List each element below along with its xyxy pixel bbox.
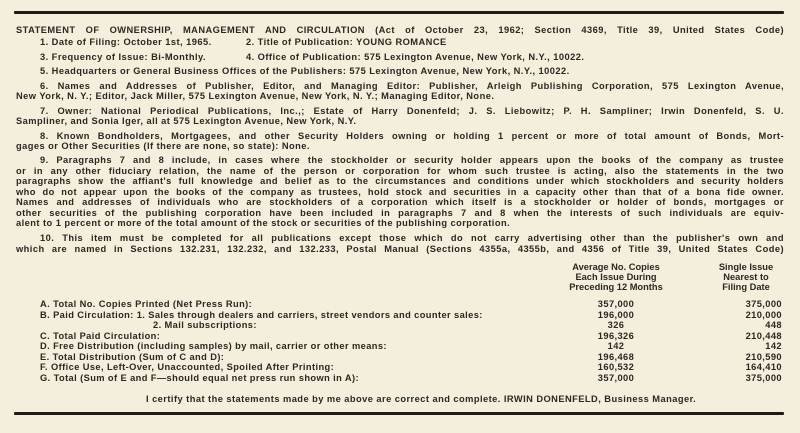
table-cell-average: 357,000 — [597, 372, 635, 383]
table-row-label: B. Paid Circulation: 1. Sales through dealers and carriers, street vendors and counter sales: — [40, 309, 483, 320]
table-cell-single-issue: 375,000 — [745, 299, 782, 309]
item-9-line: paragraphs show the affiant's full knowledge and belief as to the circumstances and conditions under which stockholders and security holders — [16, 176, 784, 186]
item-8-line: gages or Other Securities (If there are none, so state): None. — [16, 141, 310, 151]
header-line: Nearest to — [723, 272, 769, 282]
top-rule — [14, 11, 784, 14]
table-row-label: G. Total (Sum of E and F—should equal net press run shown in A): — [40, 372, 359, 383]
table-cell-single-issue: 375,000 — [745, 372, 782, 383]
table-cell-single-issue: 164,410 — [745, 362, 782, 372]
item-2: 2. Title of Publication: YOUNG ROMANCE — [246, 37, 447, 47]
item-9-line: alent to 1 percent or more of the total amount of the stock or securities of the publishing corporation. — [16, 218, 511, 228]
table-cell-average: 196,000 — [597, 309, 635, 320]
table-cell-average: 196,326 — [597, 330, 635, 341]
header-line: Preceding 12 Months — [569, 282, 663, 292]
table-row-label: E. Total Distribution (Sum of C and D): — [40, 351, 225, 362]
table-cell-average: 142 — [607, 341, 625, 351]
table-cell-average: 160,532 — [597, 362, 635, 372]
item-9-line: other securities of the publishing corporation have been included in paragraphs 7 and 8 when the interests of such individuals are equiv- — [16, 207, 784, 218]
item-8-line: 8. Known Bondholders, Mortgagees, and other Security Holders owning or holding 1 percent or more of total amount of Bonds, Mort- — [40, 131, 784, 141]
item-5: 5. Headquarters or General Business Offices of the Publishers: 575 Lexington Avenue, New York, N.Y., 10022. — [40, 66, 570, 76]
item-9-line: or in any other fiduciary relation, the name of the person or corporation for whom such trustee is acting, also the statements in the two — [16, 165, 784, 176]
item-9-line: who do not appear upon the books of the company as trustees, hold stock and securities in a capacity other than that of a bona fide owner. — [16, 186, 784, 197]
table-cell-single-issue: 448 — [765, 320, 782, 330]
table-cell-single-issue: 210,590 — [745, 351, 782, 362]
header-line: Filing Date — [722, 282, 770, 292]
item-9-line: Names and addresses of individuals who are stockholders of a corporation which itself is a stockholder or holder of bonds, mortgages or — [16, 197, 784, 207]
table-cell-single-issue: 210,000 — [745, 309, 782, 320]
table-row-label: D. Free Distribution (including samples) by mail, carrier or other means: — [40, 341, 387, 351]
item-9-line: 9. Paragraphs 7 and 8 include, in cases where the stockholder or security holder appears upon the books of the company as trustee — [40, 155, 784, 165]
bottom-rule — [14, 412, 784, 415]
table-row-label: C. Total Paid Circulation: — [40, 330, 161, 341]
table-cell-single-issue: 210,448 — [745, 330, 782, 341]
header-line: Each Issue During — [575, 272, 657, 282]
item-7-line: Sampliner, and Sonia Iger, all at 575 Lexington Avenue, New York, N.Y. — [16, 116, 357, 126]
item-1: 1. Date of Filing: October 1st, 1965. — [40, 37, 212, 47]
item-7-line: 7. Owner: National Periodical Publications, Inc.,; Estate of Harry Donenfeld; J. S. Liebowitz; P. H. Sampliner; Irwin Donenfeld, S. U. — [40, 106, 784, 116]
header-line: Single Issue — [718, 262, 774, 272]
item-4: 4. Office of Publication: 575 Lexington Avenue, New York, N.Y., 10022. — [246, 52, 585, 62]
item-10-line: which are named in Sections 132.231, 132.232, and 132.233, Postal Manual (Sections 4355a, 4355b, and 4356 of Title 39, United States Code) — [16, 243, 784, 254]
table-cell-single-issue: 142 — [765, 341, 782, 351]
table-row-label: 2. Mail subscriptions: — [153, 320, 257, 330]
item-3: 3. Frequency of Issue: Bi-Monthly. — [40, 52, 206, 62]
certification: I certify that the statements made by me above are correct and complete. IRWIN DONENFELD, Business Manager. — [146, 394, 697, 404]
header-line: Average No. Copies — [572, 262, 660, 272]
item-6-line: 6. Names and Addresses of Publisher, Editor, and Managing Editor: Publisher, Arleigh Publishing Corporation, 575 Lexington Avenue, — [40, 81, 784, 91]
statement-title: STATEMENT OF OWNERSHIP, MANAGEMENT AND CIRCULATION (Act of October 23, 1962; Section 4369, Title 39, United States Code) — [16, 25, 784, 35]
item-10-line: 10. This item must be completed for all publications except those which do not carry advertising other than the publisher's own and — [40, 233, 784, 243]
table-row-label: A. Total No. Copies Printed (Net Press Run): — [40, 299, 253, 309]
table-cell-average: 326 — [607, 320, 625, 330]
table-cell-average: 357,000 — [597, 299, 635, 309]
table-row-label: F. Office Use, Left-Over, Unaccounted, Spoiled After Printing: — [40, 362, 335, 372]
table-cell-average: 196,468 — [597, 351, 635, 362]
column-header-single-issue — [706, 262, 786, 292]
column-header-average — [556, 262, 676, 292]
item-6-line: New York, N. Y.; Editor, Jack Miller, 575 Lexington Avenue, New York, N. Y.; Managing Editor, None. — [16, 91, 495, 101]
